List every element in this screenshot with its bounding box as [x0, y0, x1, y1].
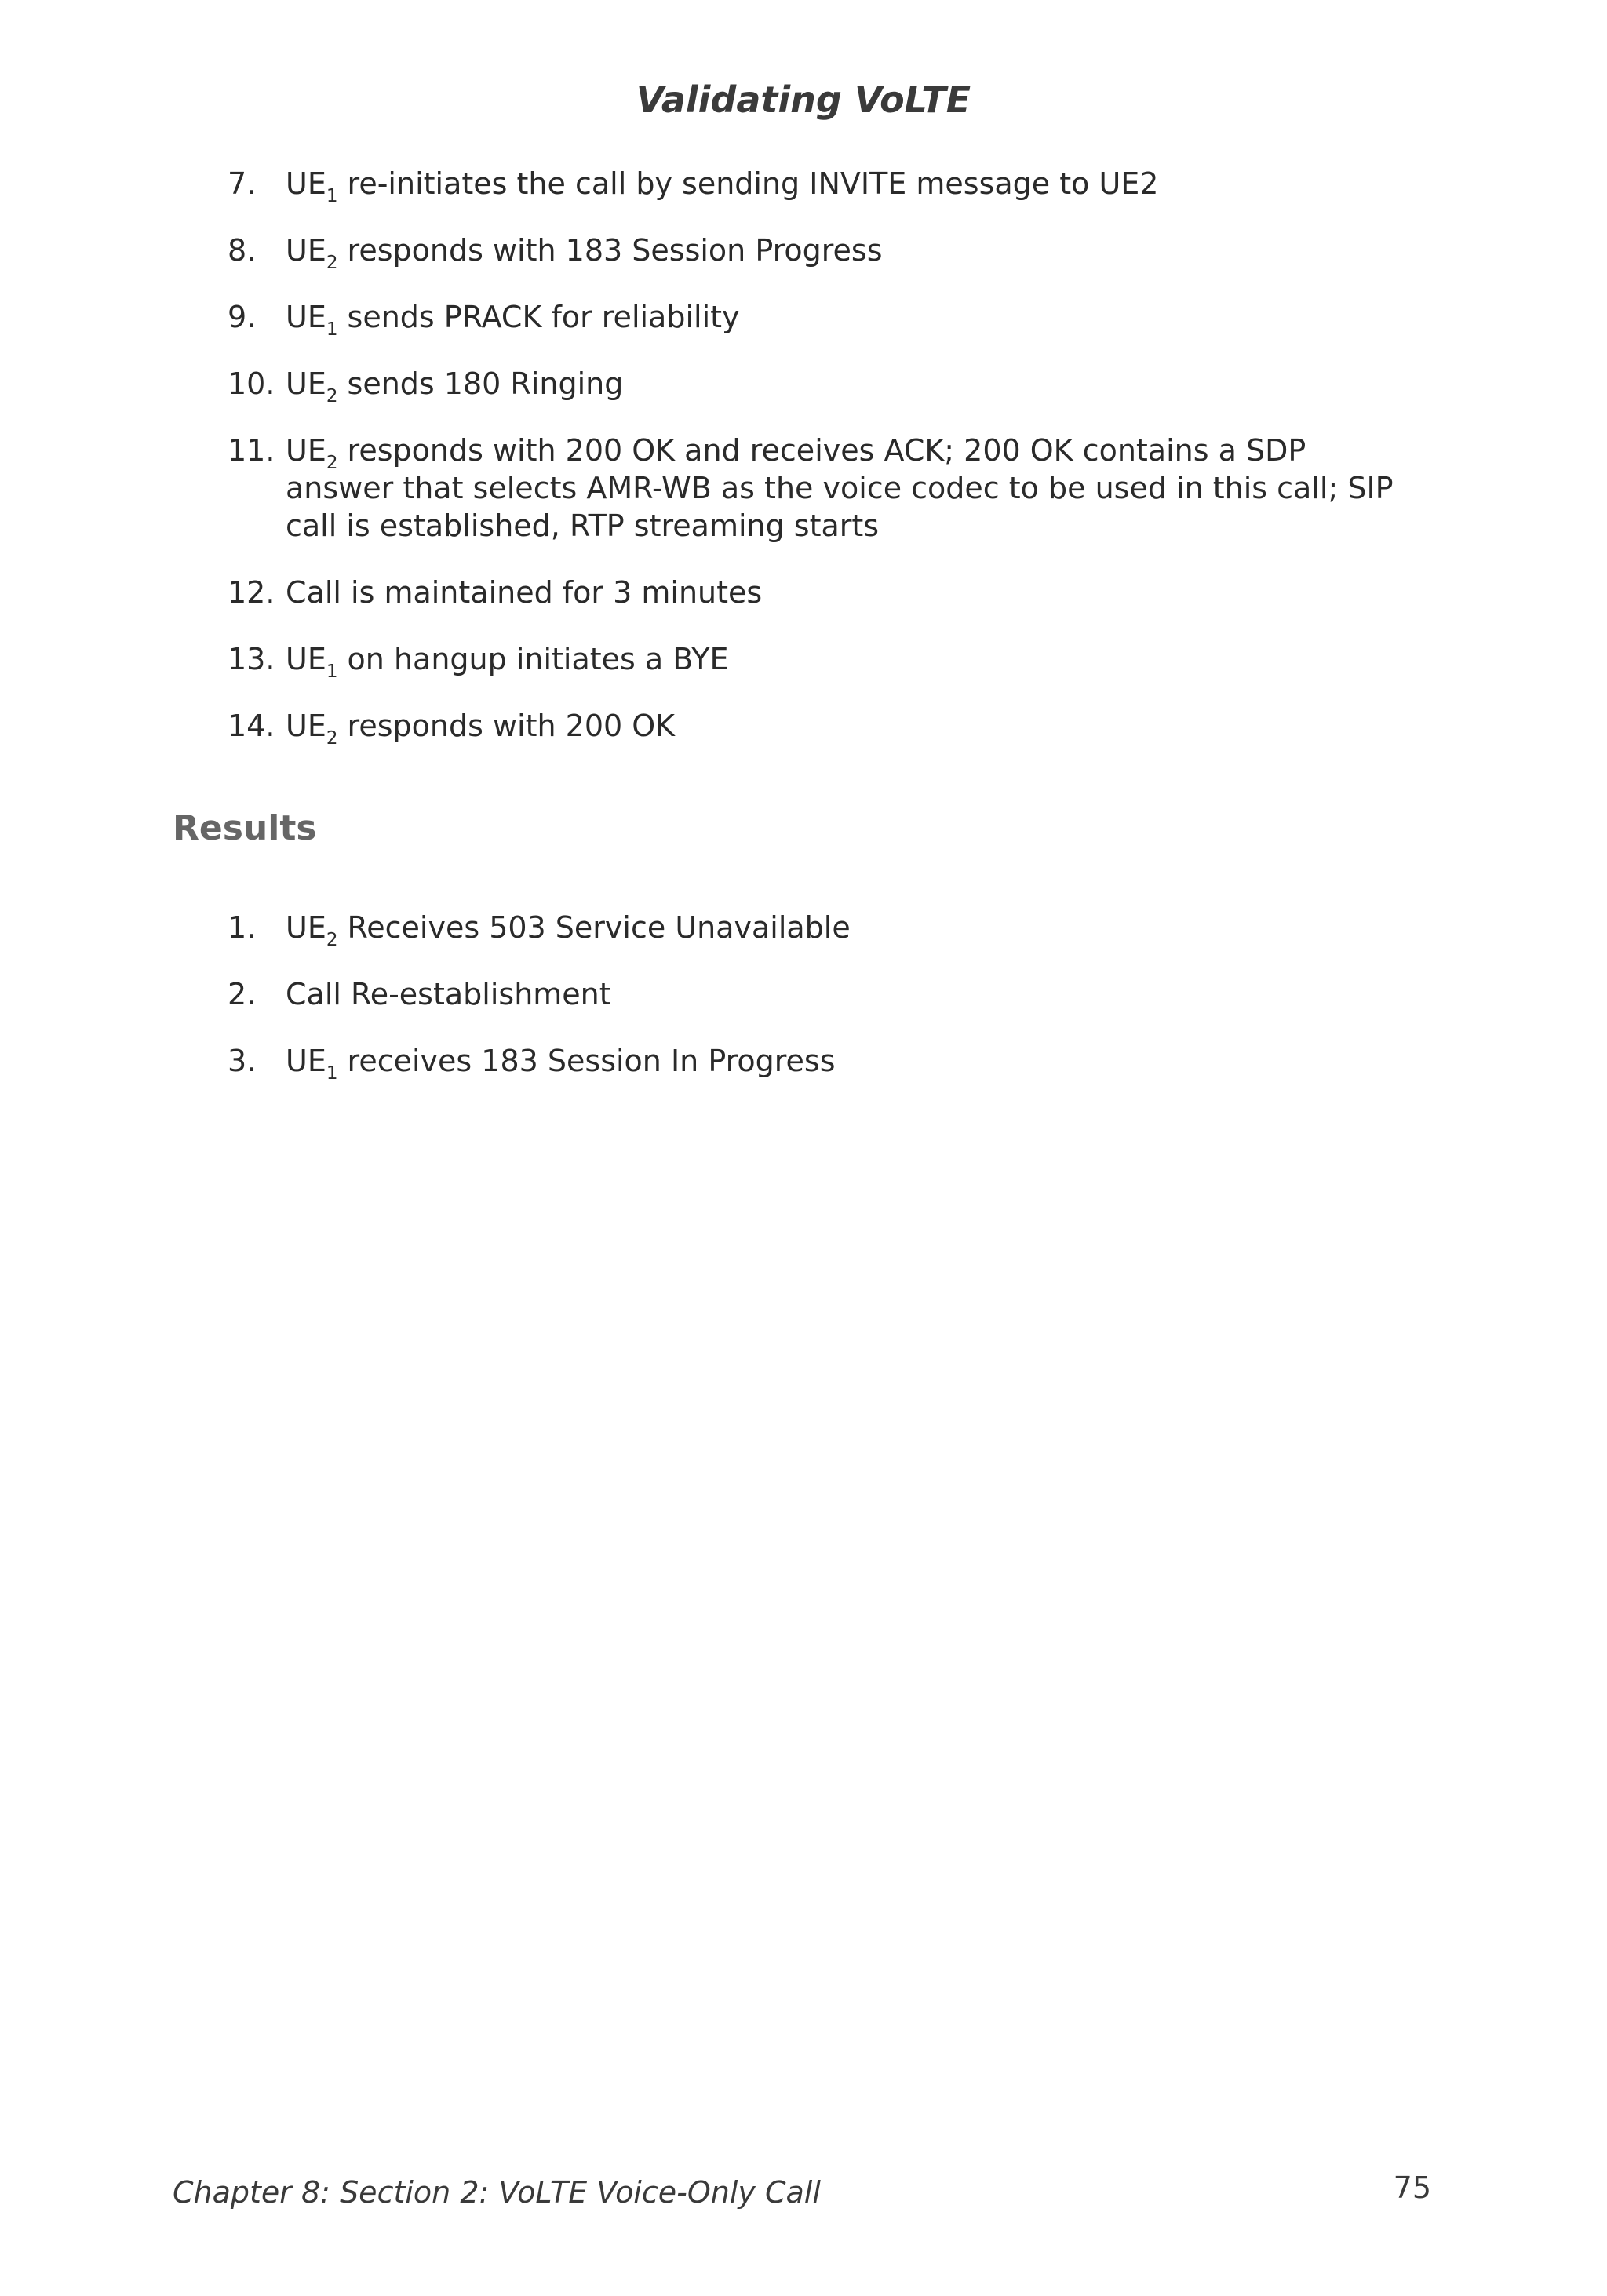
list-item	[0, 640, 1607, 682]
item-number: 9.	[228, 300, 257, 334]
item-text: receives 183 Session In Progress	[337, 1044, 836, 1078]
item-text: Call Re-establishment	[286, 977, 611, 1011]
ue-label: UE	[286, 366, 326, 401]
ue-label: UE	[286, 233, 326, 268]
list-item	[0, 298, 1607, 340]
ue-label: UE	[286, 166, 326, 201]
ue-label: UE	[286, 1044, 326, 1078]
item-number: 13.	[228, 642, 275, 676]
item-number: 14.	[228, 709, 275, 743]
list-item	[0, 432, 1607, 545]
item-text: sends PRACK for reliability	[337, 300, 740, 334]
item-text: Call is maintained for 3 minutes	[286, 575, 763, 610]
ue-subscript: 2	[326, 386, 338, 406]
ue-subscript: 1	[326, 319, 338, 340]
results-heading: Results	[173, 808, 317, 848]
list-item	[0, 231, 1607, 273]
ue-label: UE	[286, 910, 326, 945]
ue-label: UE	[286, 300, 326, 334]
ue-label: UE	[286, 709, 326, 743]
item-number: 8.	[228, 233, 257, 268]
list-item	[0, 574, 1607, 611]
list-item	[0, 707, 1607, 749]
list-item	[0, 1042, 1607, 1084]
ue-subscript: 2	[326, 728, 338, 749]
item-number: 10.	[228, 366, 275, 401]
footer-chapter-title: Chapter 8: Section 2: VoLTE Voice-Only Call	[173, 2175, 821, 2210]
item-text: Receives 503 Service Unavailable	[337, 910, 851, 945]
list-item	[0, 165, 1607, 206]
page-number: 75	[1393, 2170, 1431, 2205]
list-item	[0, 975, 1607, 1013]
item-number: 3.	[228, 1044, 257, 1078]
list-item	[0, 909, 1607, 950]
item-number: 2.	[228, 977, 257, 1011]
item-number: 12.	[228, 575, 275, 610]
item-text: responds with 200 OK	[337, 709, 676, 743]
item-text: re-initiates the call by sending INVITE message to UE2	[337, 166, 1159, 201]
ue-subscript: 2	[326, 930, 338, 950]
ue-subscript: 2	[326, 253, 338, 273]
item-number: 7.	[228, 166, 257, 201]
item-text: responds with 200 OK and receives ACK; 200 OK contains a SDP answer that selects AMR-WB as the voice codec to be used in this call; SIP call is established, RTP streaming starts	[286, 433, 1394, 543]
item-text: sends 180 Ringing	[337, 366, 624, 401]
item-text: responds with 183 Session Progress	[337, 233, 883, 268]
results-list	[0, 909, 1607, 1109]
item-number: 1.	[228, 910, 257, 945]
list-item	[0, 365, 1607, 406]
ue-label: UE	[286, 433, 326, 468]
running-header: Validating VoLTE	[636, 78, 971, 121]
ue-subscript: 1	[326, 1063, 338, 1084]
ue-subscript: 2	[326, 453, 338, 473]
procedure-steps-list	[0, 165, 1607, 774]
ue-subscript: 1	[326, 661, 338, 682]
ue-subscript: 1	[326, 186, 338, 206]
item-number: 11.	[228, 433, 275, 468]
ue-label: UE	[286, 642, 326, 676]
item-text: on hangup initiates a BYE	[337, 642, 729, 676]
